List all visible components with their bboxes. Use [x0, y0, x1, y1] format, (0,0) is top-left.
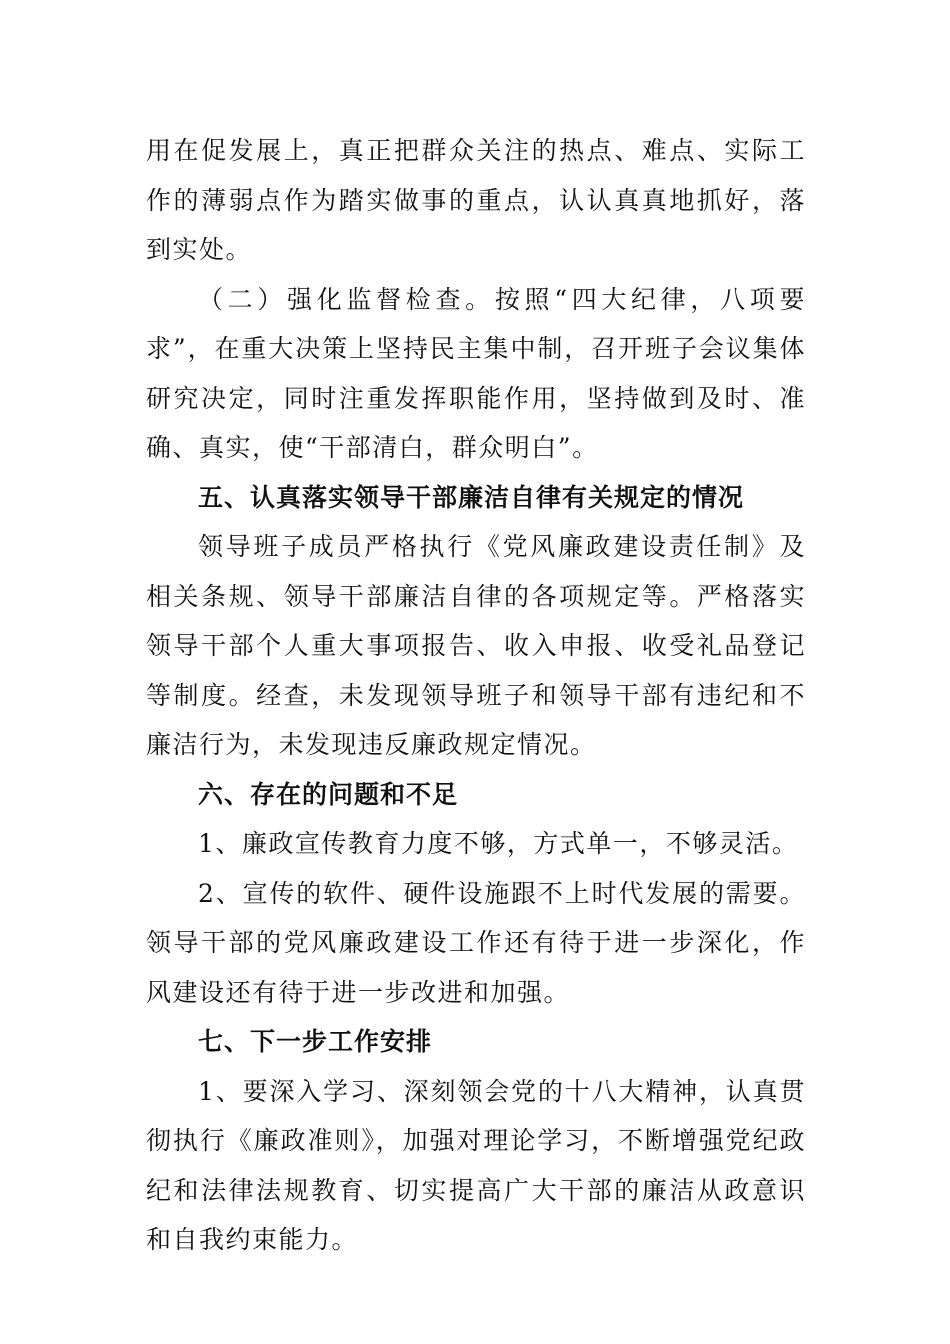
paragraph-problem-2: 2、宣传的软件、硬件设施跟不上时代发展的需要。领导干部的党风廉政建设工作还有待于进一步深化，作风建设还有待于进一步改进和加强。 [146, 878, 806, 1007]
paragraph-plan-1: 1、要深入学习、深刻领会党的十八大精神，认真贯彻执行《廉政准则》，加强对理论学习，不断增强党纪政纪和法律法规教育、切实提高广大干部的廉洁从政意识和自我约束能力。 [146, 1076, 806, 1254]
section-heading-five: 五、认真落实领导干部廉洁自律有关规定的情况 [198, 482, 745, 512]
paragraph-problem-1: 1、廉政宣传教育力度不够，方式单一，不够灵活。 [198, 829, 799, 858]
paragraph-self-discipline: 领导班子成员严格执行《党风廉政建设责任制》及相关条规、领导干部廉洁自律的各项规定等。严格落实领导干部个人重大事项报告、收入申报、收受礼品登记等制度。经查，未发现领导班子和领导干部有违纪和不廉洁行为，未发现违反廉政规定情况。 [146, 532, 806, 759]
document-body [146, 126, 806, 1265]
section-heading-six: 六、存在的问题和不足 [198, 779, 459, 809]
section-heading-seven: 七、下一步工作安排 [198, 1027, 433, 1056]
paragraph-continuation: 用在促发展上，真正把群众关注的热点、难点、实际工作的薄弱点作为踏实做事的重点，认认真真地抓好，落到实处。 [146, 136, 806, 264]
paragraph-supervision: （二）强化监督检查。按照“四大纪律，八项要求”，在重大决策上坚持民主集中制，召开班子会议集体研究决定，同时注重发挥职能作用，坚持做到及时、准确、真实，使“干部清白，群众明白”。 [146, 284, 806, 462]
